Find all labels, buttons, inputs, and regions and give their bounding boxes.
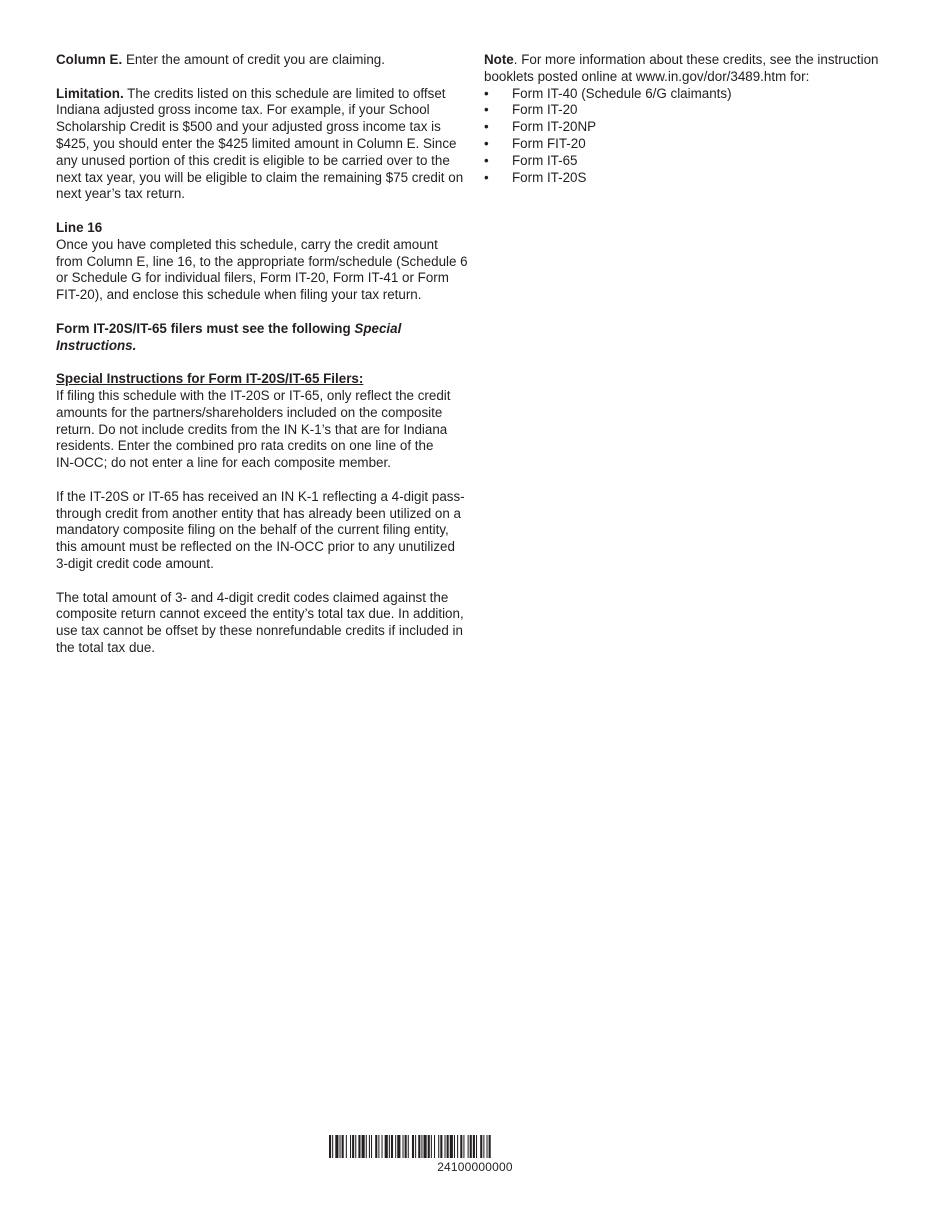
barcode-bar [382,1135,383,1158]
list-item [484,153,924,170]
form-name: Form IT-20S [512,169,587,185]
barcode-bar [434,1135,435,1158]
barcode-bar [476,1135,477,1158]
barcode-bar [470,1135,472,1158]
barcode-bar [483,1135,484,1158]
barcode-bar [454,1135,455,1158]
barcode-bar [350,1135,351,1158]
special-instructions-para1-line2: IN-OCC; do not enter a line for each composite member. [56,455,391,471]
barcode-bar [473,1135,475,1158]
bullet-icon: • [484,102,489,118]
bullet-icon: • [484,135,489,151]
form-name: Form IT-20 [512,102,578,118]
note-label: Note [484,52,514,67]
column-e-paragraph [56,52,468,69]
barcode-bar [438,1135,439,1158]
left-column [56,52,468,673]
list-item [484,102,924,119]
barcode-bar [424,1135,427,1158]
special-instructions-heading: Special Instructions for Form IT-20S/IT-65 Filers: [56,371,364,387]
forms-list [484,86,924,187]
barcode-bar [450,1135,453,1158]
barcode-bar [408,1135,409,1158]
form-name: Form IT-20NP [512,119,597,135]
line16-section [56,220,468,304]
barcode-bar [366,1135,367,1158]
list-item [484,170,924,187]
barcode-bar [421,1135,422,1158]
barcode-bar [415,1135,416,1158]
barcode-bar [355,1135,356,1158]
barcode-bar [412,1135,414,1158]
right-column [484,52,924,186]
notice-italic-text: Special Instructions. [56,320,402,353]
barcode-bar [389,1135,390,1158]
special-instructions-para1-line1: If filing this schedule with the IT-20S or IT-65, only reflect the credit amounts for the partners/shareholders included on the composite return. Do not include credits from the IN K-1’s that are for Indiana residents. Enter the combined pro rata credits on one line of the [56,387,451,454]
barcode-bar [489,1135,491,1158]
special-instructions-notice [56,321,468,355]
barcode-bar [375,1135,377,1158]
list-item [484,136,924,153]
line16-heading: Line 16 [56,219,103,235]
note-text: . For more information about these credits, see the instruction booklets posted online at www.in.gov/dor/3489.htm for: [484,52,879,84]
barcode-bar [369,1135,370,1158]
barcode-bar [440,1135,442,1158]
form-name: Form IT-40 (Schedule 6/G claimants) [512,85,732,101]
barcode [329,1135,621,1174]
barcode-bar [346,1135,347,1158]
limitation-label: Limitation. [56,85,124,101]
barcode-bar [342,1135,344,1158]
barcode-bar [418,1135,420,1158]
special-instructions-section [56,371,468,472]
bullet-icon: • [484,152,489,168]
barcode-bar [463,1135,464,1158]
barcode-bar [395,1135,396,1158]
barcode-bar [487,1135,488,1158]
barcode-bar [431,1135,432,1158]
barcode-bar [329,1135,331,1158]
barcode-bar [332,1135,333,1158]
barcode-bar [403,1135,404,1158]
barcode-bar [428,1135,430,1158]
barcode-bar [385,1135,388,1158]
list-item [484,119,924,136]
barcode-bar [447,1135,449,1158]
barcode-bar [340,1135,341,1158]
barcode-bar [468,1135,469,1158]
barcode-bar [391,1135,393,1158]
bullet-icon: • [484,85,489,101]
barcode-bar [378,1135,379,1158]
form-name: Form FIT-20 [512,135,586,151]
limitation-text: The credits listed on this schedule are limited to offset Indiana adjusted gross income tax. For example, if your School Scholarship Credit is $500 and your adjusted gross income tax is $425, you should enter the $425 limited amount in Column E. Since any unused portion of this credit is eligible to be carried over to the next tax year, you will be eligible to claim the remaining $75 credit on next year’s tax return. [56,85,464,202]
barcode-bar [335,1135,338,1158]
barcode-bar [397,1135,400,1158]
bullet-icon: • [484,119,489,135]
barcode-number: 24100000000 [437,1160,513,1174]
column-e-label: Column E. [56,52,123,67]
barcode-bar [445,1135,446,1158]
barcode-bar [480,1135,482,1158]
pass-through-paragraph: If the IT-20S or IT-65 has received an IN K-1 reflecting a 4-digit pass-through credit from another entity that has already been utilized on a mandatory composite filing on the behalf of the current filing entity, this amount must be reflected on the IN-OCC prior to any unutilized 3-digit credit code amount. [56,488,465,571]
total-amount-paragraph: The total amount of 3- and 4-digit credit codes claimed against the composite return cannot exceed the entity’s total tax due. In addition, use tax cannot be offset by these nonrefundable credits if included in the total tax due. [56,589,464,655]
notice-bold-text: Form IT-20S/IT-65 filers must see the following [56,320,355,336]
bullet-icon: • [484,169,489,185]
barcode-bar [362,1135,365,1158]
barcode-bar [371,1135,372,1158]
form-name: Form IT-65 [512,152,578,168]
barcode-bar [460,1135,462,1158]
barcode-bar [352,1135,354,1158]
barcode-bar [405,1135,407,1158]
list-item [484,86,924,103]
limitation-paragraph [56,86,468,204]
line16-text: Once you have completed this schedule, carry the credit amount from Column E, line 16, to the appropriate form/schedule (Schedule 6 or Schedule G for individual filers, Form IT-20, Form IT-41 or Form FIT-20), and enclose this schedule when filing your tax return. [56,236,468,303]
column-e-text: Enter the amount of credit you are claiming. [122,52,385,67]
note-paragraph [484,52,924,86]
barcode-bar [457,1135,458,1158]
barcode-bar [358,1135,360,1158]
barcode-bars [329,1135,621,1158]
